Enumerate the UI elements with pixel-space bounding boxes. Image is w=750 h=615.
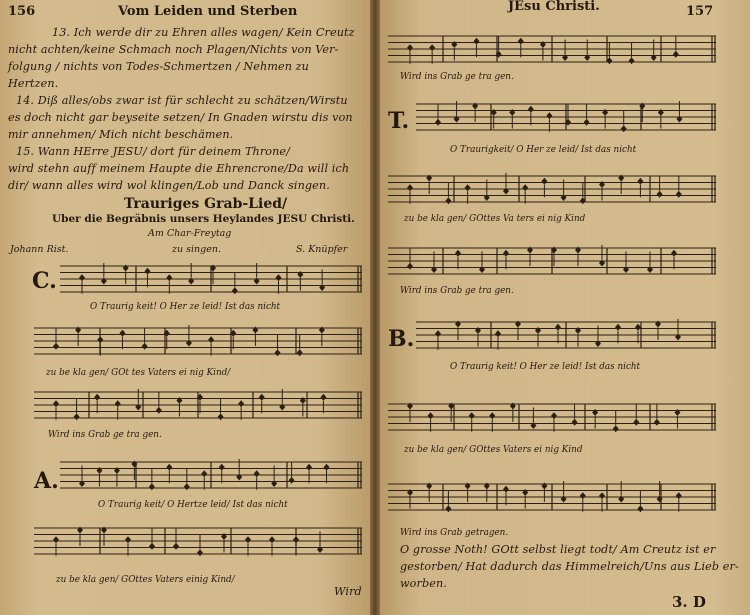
note-head	[208, 336, 214, 343]
verse-line: worben.	[400, 577, 447, 590]
verse-line: 15. Wann HErre JESU/ dort für deinem Throne/	[16, 145, 291, 158]
music-staff	[416, 316, 716, 356]
note-head	[473, 38, 479, 45]
running-header-right: JEsu Christi.	[508, 0, 600, 14]
lyric-line: Wird ins Grab ge tra gen.	[400, 286, 514, 296]
music-staff	[388, 398, 716, 438]
note-head	[580, 492, 586, 499]
note-head	[518, 38, 524, 45]
note-head	[407, 44, 413, 51]
note-head	[428, 412, 434, 419]
note-head	[637, 505, 643, 512]
note-head	[97, 336, 103, 343]
music-staff	[388, 478, 716, 518]
author-credit: Johann Rist.	[10, 244, 69, 255]
music-staff	[388, 242, 716, 282]
page-number-left: 156	[8, 4, 36, 19]
note-head	[407, 263, 413, 270]
note-head	[201, 470, 207, 477]
verse-line: dir/ wann alles wird wol klingen/Lob und Danck singen.	[8, 179, 330, 192]
note-head	[676, 191, 682, 198]
note-head	[654, 419, 660, 426]
note-head	[184, 483, 190, 490]
note-head	[546, 112, 552, 119]
note-head	[275, 349, 281, 356]
note-head	[149, 543, 155, 550]
left-page	[0, 0, 374, 615]
verse-line: Hertzen.	[8, 77, 59, 90]
note-head	[219, 464, 225, 471]
note-head	[613, 425, 619, 432]
note-head	[232, 287, 238, 294]
music-staff	[388, 170, 716, 210]
note-head	[671, 250, 677, 257]
note-head	[621, 125, 627, 132]
music-staff	[34, 386, 362, 426]
note-head	[125, 536, 131, 543]
music-staff	[34, 322, 362, 362]
note-head	[555, 324, 561, 331]
verse-line: nicht achten/keine Schmach noch Plagen/Nichts von Ver-	[8, 43, 339, 56]
lyric-line: O Traurig keit/ O Hertze leid/ Ist das nicht	[98, 500, 288, 510]
note-head	[259, 394, 265, 401]
song-occasion: Am Char-Freytag	[148, 228, 232, 239]
voice-label-c: C.	[32, 268, 57, 294]
note-head	[673, 51, 679, 58]
music-staff	[34, 522, 362, 562]
lyric-line: zu be kla gen/ GOt tes Vaters ei nig Kind/	[46, 368, 231, 378]
note-head	[324, 464, 330, 471]
note-head	[53, 400, 59, 407]
note-head	[306, 464, 312, 471]
music-staff	[60, 260, 362, 300]
note-head	[74, 413, 80, 420]
note-head	[245, 536, 251, 543]
verse-line: O grosse Noth! GOtt selbst liegt todt/ Am Creutz ist er	[400, 543, 716, 556]
note-head	[119, 330, 125, 337]
note-head	[551, 412, 557, 419]
note-head	[489, 412, 495, 419]
note-head	[320, 394, 326, 401]
note-head	[615, 324, 621, 331]
note-head	[528, 106, 534, 113]
note-head	[495, 330, 501, 337]
note-head	[269, 536, 275, 543]
note-head	[197, 549, 203, 556]
signature-mark: 3. D	[672, 593, 706, 611]
note-head	[541, 178, 547, 185]
voice-label-a: A.	[34, 468, 59, 494]
note-head	[633, 419, 639, 426]
note-head	[115, 400, 121, 407]
note-head	[297, 349, 303, 356]
catchword: Wird	[334, 585, 362, 598]
lyric-line: O Traurig keit! O Her ze leid! Ist das nicht	[450, 362, 641, 372]
book-gutter	[370, 0, 380, 615]
music-staff	[416, 98, 716, 138]
lyric-line: zu be kla gen/ GOttes Vaters einig Kind/	[56, 575, 235, 585]
note-head	[79, 274, 85, 281]
note-head	[218, 413, 224, 420]
song-subtitle: Uber die Begräbnis unsers Heylandes JESU Christi.	[52, 213, 355, 225]
music-staff	[388, 30, 716, 70]
note-head	[276, 274, 282, 281]
note-head	[289, 477, 295, 484]
note-head	[445, 197, 451, 204]
note-head	[469, 412, 475, 419]
note-head	[599, 492, 605, 499]
note-head	[53, 536, 59, 543]
lyric-line: O Traurigkeit/ O Her ze leid/ Ist das nicht	[450, 145, 637, 155]
note-head	[503, 250, 509, 257]
lyric-line: Wird ins Grab ge tra gen.	[400, 72, 514, 82]
note-head	[429, 44, 435, 51]
note-head	[254, 470, 260, 477]
instruction-text: zu singen.	[172, 244, 222, 255]
note-head	[53, 343, 59, 350]
note-head	[572, 419, 578, 426]
verse-line: 13. Ich werde dir zu Ehren alles wagen/ Kein Creutz	[52, 26, 355, 39]
note-head	[142, 343, 148, 350]
note-head	[173, 543, 179, 550]
note-head	[584, 119, 590, 126]
lyric-line: O Traurig keit! O Her ze leid! Ist das nicht	[90, 302, 281, 312]
song-title: Trauriges Grab-Lied/	[124, 196, 288, 212]
note-head	[435, 119, 441, 126]
note-head	[149, 483, 155, 490]
note-head	[407, 184, 413, 191]
note-head	[465, 184, 471, 191]
note-head	[156, 407, 162, 414]
note-head	[637, 178, 643, 185]
note-head	[166, 464, 172, 471]
composer-credit: S. Knüpfer	[296, 244, 348, 255]
verse-line: mir annehmen/ Mich nicht beschämen.	[8, 128, 234, 141]
note-head	[293, 536, 299, 543]
verse-line: wird stehn auff meinem Haupte die Ehrencrone/Da will ich	[8, 162, 350, 175]
note-head	[238, 400, 244, 407]
note-head	[635, 324, 641, 331]
lyric-line: Wird ins Grab getragen.	[400, 528, 509, 538]
verse-line: gestorben/ Hat dadurch das Himmelreich/Uns aus Lieb er-	[400, 560, 739, 573]
note-head	[435, 330, 441, 337]
note-head	[145, 268, 151, 275]
voice-label-b: B.	[388, 326, 415, 352]
verse-line: folgung / nichts von Todes-Schmertzen / Nehmen zu	[8, 60, 309, 73]
note-head	[676, 492, 682, 499]
lyric-line: Wird ins Grab ge tra gen.	[48, 430, 162, 440]
lyric-line: zu be kla gen/ GOttes Va ters ei nig Kind	[404, 214, 586, 224]
note-head	[455, 250, 461, 257]
note-head	[522, 184, 528, 191]
note-head	[503, 486, 509, 493]
running-header-left: Vom Leiden und Sterben	[118, 4, 298, 19]
note-head	[166, 274, 172, 281]
note-head	[629, 57, 635, 64]
right-page	[376, 0, 750, 615]
verse-line: es doch nicht gar beyseite setzen/ In Gnaden wirstu dis von	[8, 111, 353, 124]
voice-label-t: T.	[388, 108, 410, 134]
lyric-line: zu be kla gen/ GOttes Vaters ei nig Kind	[404, 445, 583, 455]
verse-line: 14. Diß alles/obs zwar ist für schlecht zu schätzen/Wirstu	[16, 94, 348, 107]
note-head	[445, 505, 451, 512]
music-staff	[60, 456, 362, 496]
note-head	[94, 394, 100, 401]
page-number-right: 157	[686, 4, 714, 19]
note-head	[657, 191, 663, 198]
